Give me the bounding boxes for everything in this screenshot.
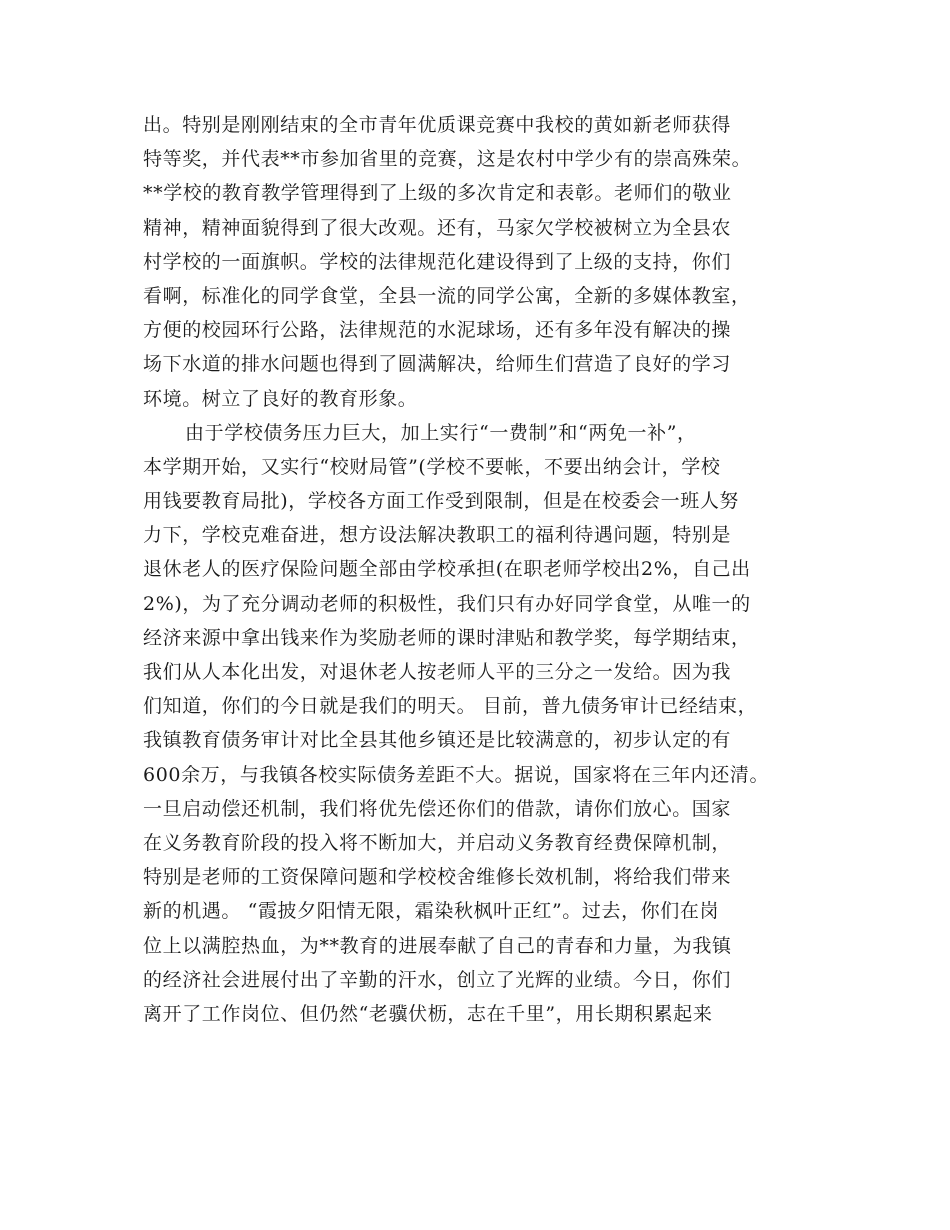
text-line: 一旦启动偿还机制，我们将优先偿还你们的借款，请你们放心。国家 xyxy=(143,797,732,820)
text-line: 我镇教育债务审计对比全县其他乡镇还是比较满意的，初步认定的有 xyxy=(143,729,732,752)
text-line: 我们从人本化出发，对退休老人按老师人平的三分之一发给。因为我 xyxy=(143,661,732,683)
text-line: 特等奖，并代表**市参加省里的竞赛，这是农村中学少有的崇高殊荣。 xyxy=(143,148,752,171)
text-line: 的经济社会进展付出了辛勤的汗水，创立了光辉的业绩。今日，你们 xyxy=(143,968,732,991)
text-line: 经济来源中拿出钱来作为奖励老师的课时津贴和教学奖，每学期结束， xyxy=(143,626,751,649)
text-line: 方便的校园环行公路，法律规范的水泥球场，还有多年没有解决的操 xyxy=(143,319,732,342)
text-line: 600余万，与我镇各校实际债务差距不大。据说，国家将在三年内还清。 xyxy=(143,763,770,786)
body-text xyxy=(143,108,823,1031)
text-line: 场下水道的排水问题也得到了圆满解决，给师生们营造了良好的学习 xyxy=(143,353,732,376)
text-line: 村学校的一面旗帜。学校的法律规范化建设得到了上级的支持，你们 xyxy=(143,250,732,273)
text-line: 退休老人的医疗保险问题全部由学校承担(在职老师学校出2%，自己出 xyxy=(143,558,751,581)
text-line: 力下，学校克难奋进，想方设法解决教职工的福利待遇问题，特别是 xyxy=(143,524,732,547)
text-line: 本学期开始，又实行“校财局管”(学校不要帐，不要出纳会计，学校 xyxy=(143,455,721,478)
text-line: 位上以满腔热血，为**教育的进展奉献了自己的青春和力量，为我镇 xyxy=(143,934,732,957)
text-line: 特别是老师的工资保障问题和学校校舍维修长效机制，将给我们带来 xyxy=(143,866,732,889)
text-line: 用钱要教育局批)，学校各方面工作受到限制，但是在校委会一班人努 xyxy=(143,490,740,513)
text-line: 新的机遇。 “霞披夕阳情无限，霜染秋枫叶正红”。过去，你们在岗 xyxy=(143,900,720,923)
text-line: 离开了工作岗位、但仍然“老骥伏枥，志在千里”，用长期积累起来 xyxy=(143,1002,713,1025)
text-line: 看啊，标准化的同学食堂，全县一流的同学公寓，全新的多媒体教室， xyxy=(143,284,751,307)
text-line: **学校的教育教学管理得到了上级的多次肯定和表彰。老师们的敬业 xyxy=(143,182,732,205)
text-line: 精神，精神面貌得到了很大改观。还有，马家欠学校被树立为全县农 xyxy=(143,216,732,239)
text-line: 2%)，为了充分调动老师的积极性，我们只有办好同学食堂，从唯一的 xyxy=(143,592,751,615)
text-line: 在义务教育阶段的投入将不断加大，并启动义务教育经费保障机制， xyxy=(143,831,732,854)
text-line: 出。特别是刚刚结束的全市青年优质课竞赛中我校的黄如新老师获得 xyxy=(143,114,732,136)
text-line: 们知道，你们的今日就是我们的明天。 目前，普九债务审计已经结束， xyxy=(143,695,758,718)
paragraph-start-line: 由于学校债务压力巨大，加上实行“一费制”和“两免一补”， xyxy=(185,421,697,444)
text-line: 环境。树立了良好的教育形象。 xyxy=(143,387,418,410)
